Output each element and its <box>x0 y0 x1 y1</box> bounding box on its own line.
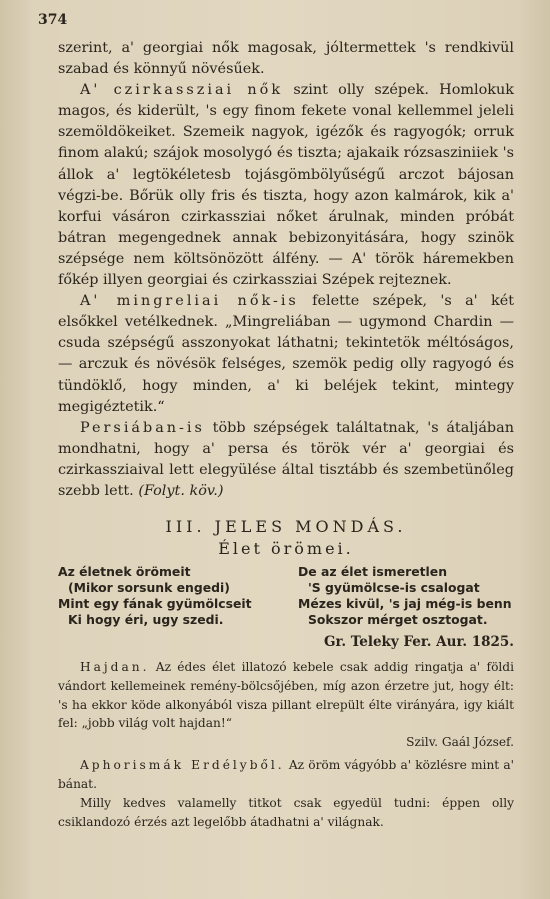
paragraph-lead: Aphorismák Erdélyből. <box>80 758 285 773</box>
paragraph-aphorisms <box>58 756 514 794</box>
paragraph-lead: A' mingreliai nők-is <box>80 293 299 310</box>
poem-line: Sokszor mérget osztogat. <box>308 612 488 628</box>
paragraph-text: Az öröm vágyóbb a' közlésre mint a' bánat. <box>58 758 515 792</box>
section-title: III. JELES MONDÁS. <box>165 517 407 537</box>
paragraph-lead: A' czirkassziai nők <box>80 82 284 99</box>
paragraph-lead: Persiában-is <box>80 419 205 436</box>
paragraph-text: szint olly szépek. Homlokuk magos, és kiderült, 's egy finom fekete vonal kellemmel jeleli szemöldökeiket. Szemeik nagyok, igézők és ragyogók; orruk finom alakú; szájok mosolygó és tiszta; ajakaik rózsasziniiek 's állok a' legtökéletesb tojásgömbölyűségű arczot bájosan végzi-be. Bőrük olly fris és tiszta, hogy azon kalmárok, kik a' korfui vásáron czirkassziai nőket árulnak, minden próbát bátran megengednek annak bebizonyitására, hogy szinök szépsége nem költsönözött álfény. — A' török háremekben főkép illyen georgiai és czirkassziai Szépek rejteznek. <box>58 82 515 289</box>
page-number: 374 <box>38 12 68 28</box>
paragraph-hajdan <box>58 658 514 733</box>
poem-line: De az élet ismeretlen <box>298 564 448 580</box>
paragraph-text: Milly kedves valamelly titkot csak egyedül tudni: éppen olly csiklandozó érzés azt legelőbb átadhatni a' világnak. <box>58 795 514 829</box>
paragraph-circassian <box>58 80 514 291</box>
poem-right-column <box>298 564 520 628</box>
hajdan-signature: Szilv. Gaál József. <box>406 735 514 750</box>
page-body <box>58 38 514 831</box>
paragraph-lead: Hajdan. <box>80 660 150 675</box>
paragraph-text: több szépségek találtatnak, 's átaljában mondhatni, hogy a' persa és török vér a' georgiai és czirkassziaival lett elegyülése által tisztább és szembetünőleg szebb lett. <box>58 419 514 499</box>
paragraph-text: felette szépek, 's a' két elsőkkel vetélkednek. „Mingreliában — ugymond Chardin — csuda szépségű asszonyokat láthatni; tekintetök méltóságos, — arczuk és növésök felséges, szemök pedig olly ragyogó és tündöklő, hogy minden, a' ki beléjek tekint, mintegy megigéztetik.“ <box>58 293 515 415</box>
paragraph-persia <box>58 418 514 502</box>
paragraph-mingrelian <box>58 291 514 418</box>
poem-line: Mint egy fának gyümölcseit <box>58 596 252 612</box>
poem-line: 'S gyümölcse-is csalogat <box>308 580 480 596</box>
poem-attribution: Gr. Teleky Fer. Aur. 1825. <box>323 634 514 651</box>
poem-line: Mézes kivül, 's jaj még-is benn <box>298 596 512 612</box>
continued-note: (Folyt. köv.) <box>138 482 224 499</box>
paragraph-georgia: szerint, a' georgiai nők magosak, jóltermettek 's rendkivül szabad és könnyű növésűek. <box>58 40 514 78</box>
poem <box>58 564 514 650</box>
poem-left-column <box>58 564 280 628</box>
poem-line: Ki hogy éri, ugy szedi. <box>68 612 224 628</box>
poem-line: Az életnek örömeit <box>58 564 191 580</box>
paragraph-aphorism-2 <box>58 794 514 832</box>
poem-line: (Mikor sorsunk engedi) <box>68 580 230 596</box>
section-subtitle: Élet örömei. <box>218 539 354 559</box>
paragraph-text: Az édes élet illatozó kebele csak addig ringatja a' földi vándort kellemeinek remény-bölcsőjében, míg azon érzetre jut, hogy élt: 's ha ekkor köde alkonyából visza pillant elrepült élte virányára, igy kiált fel: „jobb világ volt hajdan!“ <box>58 660 515 731</box>
